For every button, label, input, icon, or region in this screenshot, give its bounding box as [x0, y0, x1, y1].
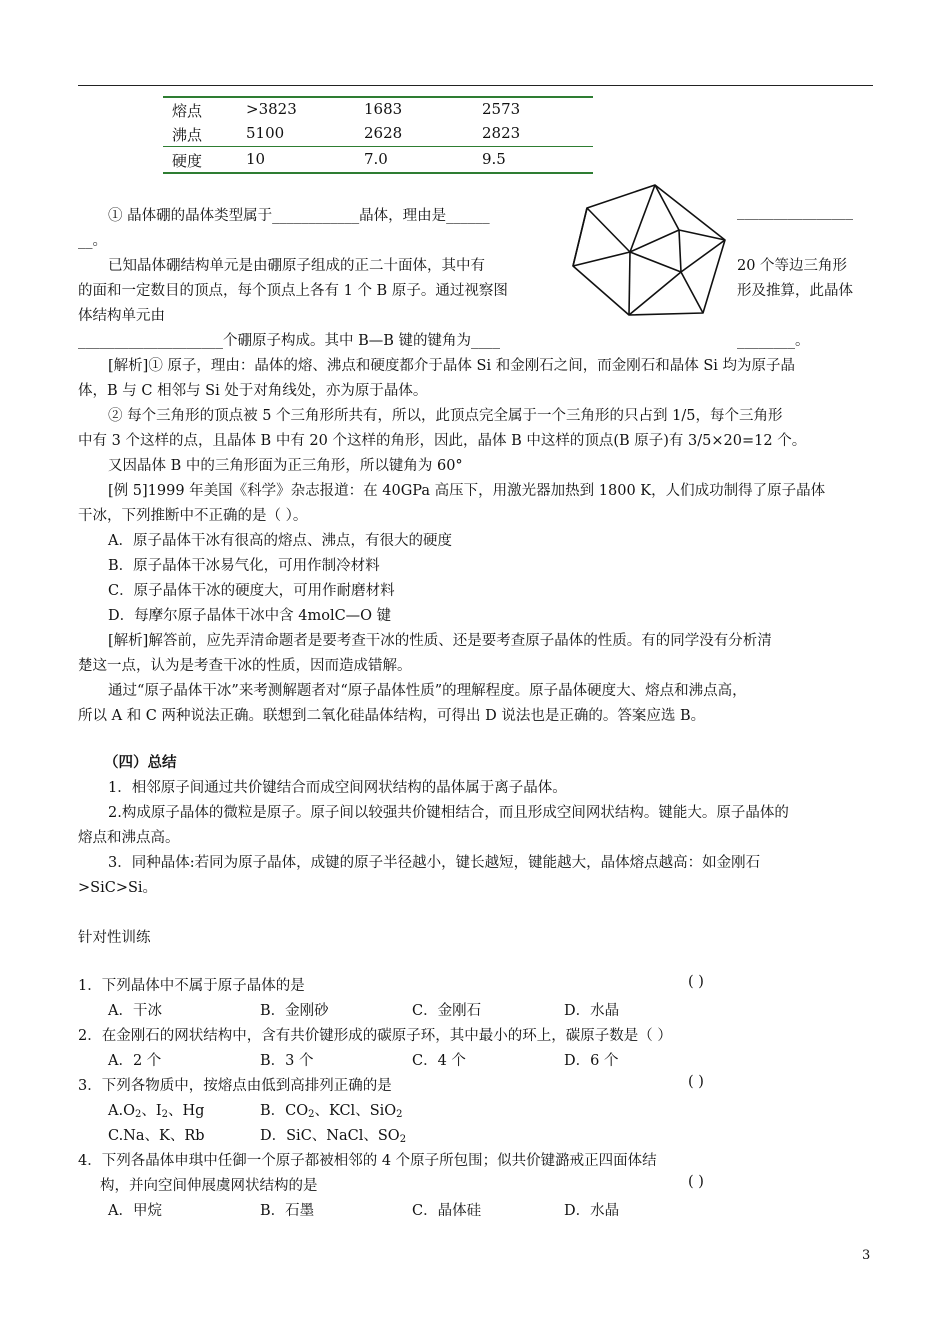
training-q3-answer-blank: ( ) — [688, 1074, 704, 1090]
table-cell: 7.0 — [364, 150, 388, 168]
q1-line-1-tail: ________________ — [737, 204, 853, 220]
q1-line-1: ① 晶体硼的晶体类型属于____________晶体，理由是______ — [108, 208, 490, 224]
table-cell: 5100 — [246, 124, 285, 142]
analysis-line: ② 每个三角形的顶点被 5 个三角形所共有，所以，此顶点完全属于一个三角形的只占到 1/5，每个三角形 — [108, 408, 783, 424]
training-q3-stem: 3．下列各物质中，按熔点由低到高排列正确的是 — [78, 1078, 392, 1094]
training-q1-option: C．金刚石 — [412, 1003, 482, 1019]
training-q4-stem-cont: 构，并向空间伸展虞网状结构的是 — [100, 1178, 318, 1194]
table-cell: 熔点 — [172, 102, 203, 120]
training-q3-option-c: C.Na、K、Rb — [108, 1128, 205, 1144]
q1-line-4: 的面和一定数目的顶点，每个顶点上各有 1 个 B 原子。通过视察图 — [78, 283, 508, 299]
example-analysis-line: 楚这一点，认为是考查干冰的性质，因而造成错解。 — [78, 658, 412, 674]
q1-line-2: __。 — [78, 233, 107, 249]
example-line: 干冰，下列推断中不正确的是（ ）。 — [78, 508, 308, 524]
example-analysis-line: 所以 A 和 C 两种说法正确。联想到二氧化硅晶体结构，可得出 D 说法也是正确的。答案应选 B。 — [78, 708, 706, 724]
q1-line-3-tail: 20 个等边三角形 — [737, 258, 848, 274]
training-q3-option-d: D．SiC、NaCl、$SO_2$ — [260, 1128, 407, 1145]
q1-line-5: 体结构单元由 — [78, 308, 165, 324]
training-q2-option: B．3 个 — [260, 1053, 314, 1069]
table-cell: 2573 — [482, 100, 521, 118]
table-cell: 沸点 — [172, 126, 203, 144]
table-cell: 1683 — [364, 100, 403, 118]
q1-line-6-tail: ________。 — [737, 333, 810, 349]
table-cell: 9.5 — [482, 150, 506, 168]
training-q4-option: C．晶体硅 — [412, 1203, 482, 1219]
table-cell: 10 — [246, 150, 266, 168]
analysis-line: 中有 3 个这样的点，且晶体 B 中有 20 个这样的角形，因此，晶体 B 中这样的顶点(B 原子)有 3/5×20=12 个。 — [78, 433, 807, 449]
training-q4-option: B．石墨 — [260, 1203, 315, 1219]
training-q1-stem: 1．下列晶体中不属于原子晶体的是 — [78, 978, 305, 994]
example-option-a: A．原子晶体干冰有很高的熔点、沸点，有很大的硬度 — [108, 533, 452, 549]
training-q2-option: A．2 个 — [108, 1053, 162, 1069]
training-q1-option: A．干冰 — [108, 1003, 162, 1019]
analysis-line: 又因晶体 B 中的三角形面为正三角形，所以键角为 60° — [108, 458, 463, 474]
example-analysis-line: [解析]解答前，应先弄清命题者是要考查干冰的性质、还是要考查原子晶体的性质。有的同学没有分析清 — [108, 633, 772, 649]
summary-point: 1．相邻原子间通过共价键结合而成空间网状结构的晶体属于离子晶体。 — [108, 780, 567, 796]
example-option-c: C．原子晶体干冰的硬度大，可用作耐磨材料 — [108, 583, 395, 599]
training-q2-stem: 2．在金刚石的网状结构中，含有共价键形成的碳原子环，其中最小的环上，碳原子数是（ ） — [78, 1028, 672, 1044]
training-q4-stem: 4．下列各晶体申琪中任御一个原子都被相邻的 4 个原子所包围；似共价键潞戒正四面体结 — [78, 1153, 657, 1169]
summary-point: 2.构成原子晶体的微粒是原子。原子间以较强共价键相结合，而且形成空间网状结构。键能大。原子晶体的 — [108, 805, 789, 821]
table-cell: >3823 — [246, 100, 297, 118]
q1-line-4-tail: 形及推算，此晶体 — [737, 283, 853, 299]
q1-line-3: 已知晶体硼结构单元是由硼原子组成的正二十面体，其中有 — [108, 258, 485, 274]
summary-point-cont: 熔点和沸点高。 — [78, 830, 180, 846]
table-rule-bottom — [163, 172, 593, 174]
example-analysis-line: 通过“原子晶体干冰”来考测解题者对“原子晶体性质”的理解程度。原子晶体硬度大、熔点和沸点高， — [108, 683, 747, 699]
training-q4-option: D．水晶 — [564, 1203, 620, 1219]
training-q3-option-a: $A.O_2$、$I_2$、Hg — [108, 1103, 205, 1120]
table-cell: 2823 — [482, 124, 521, 142]
icosahedron-figure — [565, 180, 735, 320]
training-q1-answer-blank: ( ) — [688, 974, 704, 990]
example-option-d: D．每摩尔原子晶体干冰中含 4molC—O 键 — [108, 608, 392, 624]
training-q4-answer-blank: ( ) — [688, 1174, 704, 1190]
header-rule — [78, 85, 873, 86]
summary-point: 3．同种晶体:若同为原子晶体，成键的原子半径越小，键长越短，键能越大，晶体熔点越高：如金刚石 — [108, 855, 761, 871]
table-cell: 硬度 — [172, 152, 203, 170]
training-q1-option: B．金刚砂 — [260, 1003, 329, 1019]
training-q2-option: D．6 个 — [564, 1053, 619, 1069]
analysis-line: 体，B 与 C 相邻与 Si 处于对角线处，亦为原于晶体。 — [78, 383, 428, 399]
training-q4-option: A．甲烷 — [108, 1203, 162, 1219]
example-line: [例 5]1999 年美国《科学》杂志报道：在 40GPa 高压下，用激光器加热到 1800 K，人们成功制得了原子晶体 — [108, 483, 826, 499]
training-q3-option-b: B．$CO_2$、KCl、SiO$_2$ — [260, 1103, 403, 1120]
training-heading: 针对性训练 — [78, 930, 151, 946]
table-rule-top — [163, 96, 593, 98]
table-rule-mid — [163, 146, 593, 147]
analysis-line: [解析]① 原子，理由：晶体的熔、沸点和硬度都介于晶体 Si 和金刚石之间，而金刚石和晶体 Si 均为原子晶 — [108, 358, 795, 374]
training-q2-option: C．4 个 — [412, 1053, 466, 1069]
summary-point-cont: >SiC>Si。 — [78, 880, 158, 896]
training-q1-option: D．水晶 — [564, 1003, 620, 1019]
summary-heading: （四）总结 — [104, 755, 177, 771]
table-cell: 2628 — [364, 124, 403, 142]
page-number: 3 — [862, 1248, 871, 1263]
example-option-b: B．原子晶体干冰易气化，可用作制冷材料 — [108, 558, 380, 574]
q1-line-6: ____________________个硼原子构成。其中 B—B 键的键角为____ — [78, 333, 501, 349]
